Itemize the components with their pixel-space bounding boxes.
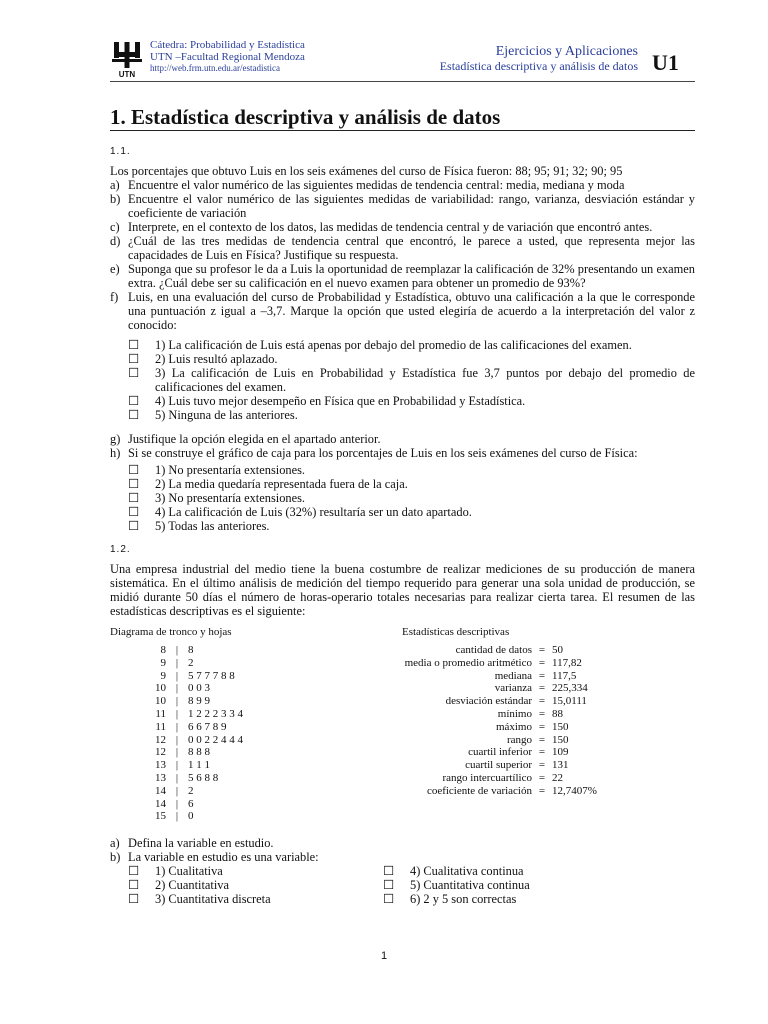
checkbox-icon[interactable]: ☐ bbox=[128, 892, 140, 906]
option-text: 1) La calificación de Luis está apenas por debajo del promedio de las calificaciones del examen. bbox=[155, 338, 632, 352]
list-item bbox=[110, 446, 695, 460]
stem-row bbox=[150, 734, 243, 747]
checkbox-icon[interactable]: ☐ bbox=[128, 394, 140, 408]
checkbox-icon[interactable]: ☐ bbox=[383, 878, 395, 892]
stem-row bbox=[150, 746, 243, 759]
leaf-values: 6 bbox=[188, 797, 194, 810]
stat-row bbox=[330, 721, 597, 734]
stat-value: 131 bbox=[552, 759, 569, 772]
option-text: 3) Cuantitativa discreta bbox=[155, 892, 271, 906]
header-url: http://web.frm.utn.edu.ar/estadistica bbox=[150, 63, 280, 73]
stat-equals: = bbox=[538, 644, 546, 656]
item-text: ¿Cuál de las tres medidas de tendencia central que encontró, le parece a usted, que representa mejor las capacidades de Luis en Física? Justifique su respuesta. bbox=[128, 234, 695, 262]
option-text: 1) No presentaría extensiones. bbox=[155, 463, 306, 477]
stat-equals: = bbox=[538, 695, 546, 708]
checkbox-icon[interactable]: ☐ bbox=[128, 878, 140, 892]
option-text: 6) 2 y 5 son correctas bbox=[410, 892, 517, 906]
option-b4[interactable] bbox=[383, 864, 620, 878]
item-letter: b) bbox=[110, 850, 121, 864]
item-text: Luis, en una evaluación del curso de Probabilidad y Estadística, obtuvo una calificación a la que le corresponde una puntuación z igual a –3,7. Marque la opción que usted elegiría de acuerdo a la interpretación del valor z conocido: bbox=[128, 290, 695, 332]
checkbox-icon[interactable]: ☐ bbox=[128, 463, 140, 477]
stat-equals: = bbox=[538, 669, 546, 682]
list-item bbox=[110, 836, 695, 850]
list-item bbox=[110, 262, 695, 290]
stem-value: 12 bbox=[155, 733, 166, 746]
stem-separator: | bbox=[175, 720, 179, 733]
stem-value: 9 bbox=[160, 669, 166, 682]
leaf-values: 1 2 2 2 3 3 4 bbox=[188, 707, 243, 720]
option-text: 5) Todas las anteriores. bbox=[155, 519, 270, 533]
checkbox-icon[interactable]: ☐ bbox=[383, 864, 395, 878]
stem-separator: | bbox=[175, 784, 179, 797]
stat-label: rango bbox=[506, 733, 532, 746]
option-h5[interactable] bbox=[128, 519, 695, 533]
stem-separator: | bbox=[175, 707, 179, 720]
item-text: Suponga que su profesor le da a Luis la oportunidad de reemplazar la calificación de 32% presentando un examen extra. ¿Cuál debe ser su calificación en el nuevo examen para obtener un promedio de 93%? bbox=[128, 262, 695, 290]
header-right bbox=[440, 44, 638, 74]
leaf-values: 5 6 8 8 bbox=[188, 771, 219, 784]
stem-row bbox=[150, 682, 243, 695]
descriptive-stats bbox=[330, 644, 597, 798]
item-letter: h) bbox=[110, 446, 121, 460]
page-number: 1 bbox=[380, 950, 388, 962]
option-h1[interactable] bbox=[128, 463, 695, 477]
option-text: 2) La media quedaría representada fuera de la caja. bbox=[155, 477, 408, 491]
logo-text: UTN bbox=[118, 70, 136, 79]
item-letter: a) bbox=[110, 836, 120, 850]
stem-separator: | bbox=[175, 797, 179, 810]
stat-value: 15,0111 bbox=[552, 695, 587, 708]
stat-row bbox=[330, 734, 597, 747]
option-text: 2) Cuantitativa bbox=[155, 878, 229, 892]
option-b1[interactable] bbox=[128, 864, 365, 878]
option-text: 5) Ninguna de las anteriores. bbox=[155, 408, 298, 422]
leaf-values: 8 8 8 bbox=[188, 746, 210, 759]
stem-row bbox=[150, 798, 243, 811]
utn-logo bbox=[110, 40, 144, 80]
item-text: Encuentre el valor numérico de las siguientes medidas de tendencia central: media, mediana y moda bbox=[128, 178, 625, 192]
stat-row bbox=[330, 746, 597, 759]
b-options bbox=[110, 864, 695, 906]
stem-separator: | bbox=[175, 810, 179, 823]
stat-value: 150 bbox=[552, 733, 569, 746]
stem-value: 8 bbox=[160, 644, 166, 656]
section-number-1-2: 1.2. bbox=[110, 544, 131, 555]
exercise-1-1-items bbox=[110, 178, 695, 533]
stem-separator: | bbox=[175, 669, 179, 682]
stem-separator: | bbox=[175, 746, 179, 759]
leaf-values: 8 9 9 bbox=[188, 695, 210, 708]
header-right-title: Ejercicios y Aplicaciones bbox=[495, 44, 638, 59]
stat-row bbox=[330, 772, 597, 785]
stem-separator: | bbox=[175, 656, 179, 669]
list-item bbox=[110, 220, 695, 234]
list-item bbox=[110, 234, 695, 262]
item-text: Encuentre el valor numérico de las siguientes medidas de variabilidad: rango, varianza, desviación estándar y coeficiente de variación bbox=[128, 192, 695, 220]
stem-value: 12 bbox=[155, 746, 166, 759]
checkbox-icon[interactable]: ☐ bbox=[128, 864, 140, 878]
stat-row bbox=[330, 759, 597, 772]
stat-row bbox=[330, 657, 597, 670]
stem-value: 10 bbox=[155, 682, 166, 695]
option-b5[interactable] bbox=[383, 878, 620, 892]
option-h2[interactable] bbox=[128, 477, 695, 491]
stem-row bbox=[150, 657, 243, 670]
stat-value: 88 bbox=[552, 707, 563, 720]
stat-equals: = bbox=[538, 656, 546, 669]
stem-value: 11 bbox=[155, 720, 166, 733]
stem-row bbox=[150, 810, 243, 823]
title-rule bbox=[110, 130, 695, 131]
item-letter: g) bbox=[110, 432, 121, 446]
leaf-values: 8 bbox=[188, 644, 194, 656]
stat-equals: = bbox=[538, 759, 546, 772]
item-letter: e) bbox=[110, 262, 120, 276]
stem-row bbox=[150, 644, 243, 657]
option-text: 5) Cuantitativa continua bbox=[410, 878, 530, 892]
stat-value: 225,334 bbox=[552, 682, 588, 695]
item-letter: c) bbox=[110, 220, 120, 234]
option-f3[interactable] bbox=[128, 366, 695, 394]
stat-row bbox=[330, 682, 597, 695]
option-text: 4) La calificación de Luis (32%) resultaría ser un dato apartado. bbox=[155, 505, 472, 519]
item-letter: a) bbox=[110, 178, 120, 192]
option-text: 2) Luis resultó aplazado. bbox=[155, 352, 278, 366]
stat-value: 150 bbox=[552, 720, 569, 733]
stat-value: 50 bbox=[552, 644, 563, 656]
option-f2[interactable] bbox=[128, 352, 695, 366]
stat-label: máximo bbox=[495, 720, 532, 733]
facultad-text: UTN –Facultad Regional Mendoza bbox=[150, 50, 305, 63]
leaf-values: 1 1 1 bbox=[188, 759, 210, 772]
option-b2[interactable] bbox=[128, 878, 365, 892]
list-item bbox=[110, 178, 695, 192]
stem-separator: | bbox=[175, 695, 179, 708]
stat-label: rango intercuartílico bbox=[442, 771, 532, 784]
checkbox-icon[interactable]: ☐ bbox=[128, 491, 140, 505]
header-left bbox=[150, 40, 305, 75]
stem-separator: | bbox=[175, 733, 179, 746]
stem-value: 13 bbox=[155, 759, 166, 772]
stat-row bbox=[330, 785, 597, 798]
stat-equals: = bbox=[538, 733, 546, 746]
stat-label: media o promedio aritmético bbox=[404, 656, 532, 669]
stat-label: cuartil superior bbox=[465, 759, 532, 772]
stem-row bbox=[150, 708, 243, 721]
item-letter: b) bbox=[110, 192, 121, 206]
item-text: Justifique la opción elegida en el apartado anterior. bbox=[128, 432, 381, 446]
option-b3[interactable] bbox=[128, 892, 365, 906]
stem-row bbox=[150, 785, 243, 798]
header-right-subtitle: Estadística descriptiva y análisis de datos bbox=[439, 59, 638, 73]
option-b6[interactable] bbox=[383, 892, 620, 906]
stem-row bbox=[150, 759, 243, 772]
list-item bbox=[110, 432, 695, 446]
stat-value: 117,5 bbox=[552, 669, 577, 682]
item-text: La variable en estudio es una variable: bbox=[128, 850, 319, 864]
item-text: Interprete, en el contexto de los datos, las medidas de tendencia central y de variación que encontró antes. bbox=[128, 220, 653, 234]
stem-separator: | bbox=[175, 682, 179, 695]
unit-label: U1 bbox=[652, 50, 679, 75]
stat-label: coeficiente de variación bbox=[426, 784, 532, 797]
stem-value: 9 bbox=[160, 656, 166, 669]
item-letter: f) bbox=[110, 290, 119, 304]
stat-label: mediana bbox=[494, 669, 532, 682]
leaf-values: 2 bbox=[188, 784, 194, 797]
checkbox-icon[interactable]: ☐ bbox=[128, 519, 140, 533]
exercise-1-1-intro: Los porcentajes que obtuvo Luis en los seis exámenes del curso de Física fueron: 88; 95; 91; 32; 90; 95 bbox=[110, 164, 623, 178]
leaf-values: 2 bbox=[188, 656, 194, 669]
item-text: Defina la variable en estudio. bbox=[128, 836, 274, 850]
stem-row bbox=[150, 670, 243, 683]
option-text: 3) La calificación de Luis en Probabilidad y Estadística fue 3,7 puntos por debajo del promedio de calificaciones del examen. bbox=[155, 366, 695, 394]
checkbox-icon[interactable]: ☐ bbox=[128, 352, 140, 366]
stem-value: 15 bbox=[155, 810, 166, 823]
option-f5[interactable] bbox=[128, 408, 695, 422]
list-item bbox=[110, 192, 695, 220]
stat-value: 109 bbox=[552, 746, 569, 759]
stem-row bbox=[150, 695, 243, 708]
stat-row bbox=[330, 695, 597, 708]
stat-value: 117,82 bbox=[552, 656, 582, 669]
stem-leaf-diagram bbox=[150, 644, 243, 823]
stat-row bbox=[330, 670, 597, 683]
header-rule bbox=[110, 81, 695, 82]
stem-separator: | bbox=[175, 759, 179, 772]
stats-caption: Estadísticas descriptivas bbox=[402, 626, 510, 638]
checkbox-icon[interactable]: ☐ bbox=[383, 892, 395, 906]
leaf-values: 0 0 2 2 4 4 4 bbox=[188, 733, 243, 746]
stat-equals: = bbox=[538, 707, 546, 720]
list-item bbox=[110, 290, 695, 332]
option-text: 4) Cualitativa continua bbox=[410, 864, 524, 878]
leaf-values: 0 bbox=[188, 810, 194, 823]
stem-separator: | bbox=[175, 644, 179, 656]
leaf-values: 5 7 7 7 8 8 bbox=[188, 669, 235, 682]
list-item bbox=[110, 850, 695, 864]
stat-equals: = bbox=[538, 746, 546, 759]
stem-caption: Diagrama de tronco y hojas bbox=[110, 626, 232, 638]
exercise-1-2-intro: Una empresa industrial del medio tiene la buena costumbre de realizar mediciones de su producción de manera sistemática. En el último análisis de medición del tiempo requerido para generar una sola unidad de producción, se midió durante 50 días el número de horas-operario totales necesarias para realizar cierta tarea. El resumen de las estadísticas descriptivas es el siguiente: bbox=[110, 562, 695, 618]
exercise-1-2-items bbox=[110, 836, 695, 906]
option-h3[interactable] bbox=[128, 491, 695, 505]
option-text: 4) Luis tuvo mejor desempeño en Física que en Probabilidad y Estadística. bbox=[155, 394, 526, 408]
stat-equals: = bbox=[538, 771, 546, 784]
stat-label: desviación estándar bbox=[445, 695, 532, 708]
stat-equals: = bbox=[538, 682, 546, 695]
stat-label: cantidad de datos bbox=[455, 644, 532, 656]
option-f4[interactable] bbox=[128, 394, 695, 408]
catedra-text: Cátedra: Probabilidad y Estadística bbox=[150, 39, 305, 51]
stem-value: 14 bbox=[155, 797, 166, 810]
option-text: 1) Cualitativa bbox=[155, 864, 223, 878]
leaf-values: 0 0 3 bbox=[188, 682, 210, 695]
item-letter: d) bbox=[110, 234, 121, 248]
option-h4[interactable] bbox=[128, 505, 695, 519]
stem-value: 10 bbox=[155, 695, 166, 708]
leaf-values: 6 6 7 8 9 bbox=[188, 720, 227, 733]
checkbox-icon[interactable]: ☐ bbox=[128, 338, 140, 352]
checkbox-icon[interactable]: ☐ bbox=[128, 408, 140, 422]
stem-value: 13 bbox=[155, 771, 166, 784]
stem-value: 14 bbox=[155, 784, 166, 797]
checkbox-icon[interactable]: ☐ bbox=[128, 366, 140, 380]
stat-label: varianza bbox=[494, 682, 532, 695]
stat-label: mínimo bbox=[497, 707, 532, 720]
stem-separator: | bbox=[175, 771, 179, 784]
checkbox-icon[interactable]: ☐ bbox=[128, 505, 140, 519]
stat-value: 22 bbox=[552, 771, 563, 784]
option-text: 3) No presentaría extensiones. bbox=[155, 491, 306, 505]
stat-equals: = bbox=[538, 784, 546, 797]
stat-label: cuartil inferior bbox=[468, 746, 532, 759]
stem-row bbox=[150, 772, 243, 785]
option-f1[interactable] bbox=[128, 338, 695, 352]
checkbox-icon[interactable]: ☐ bbox=[128, 477, 140, 491]
stat-equals: = bbox=[538, 720, 546, 733]
stem-value: 11 bbox=[155, 707, 166, 720]
stat-row bbox=[330, 708, 597, 721]
stat-row bbox=[330, 644, 597, 657]
section-number-1-1: 1.1. bbox=[110, 146, 131, 157]
item-text: Si se construye el gráfico de caja para los porcentajes de Luis en los seis exámenes del curso de Física: bbox=[128, 446, 638, 460]
page-title: 1. Estadística descriptiva y análisis de datos bbox=[110, 105, 501, 129]
stat-value: 12,7407% bbox=[552, 784, 597, 797]
stem-row bbox=[150, 721, 243, 734]
